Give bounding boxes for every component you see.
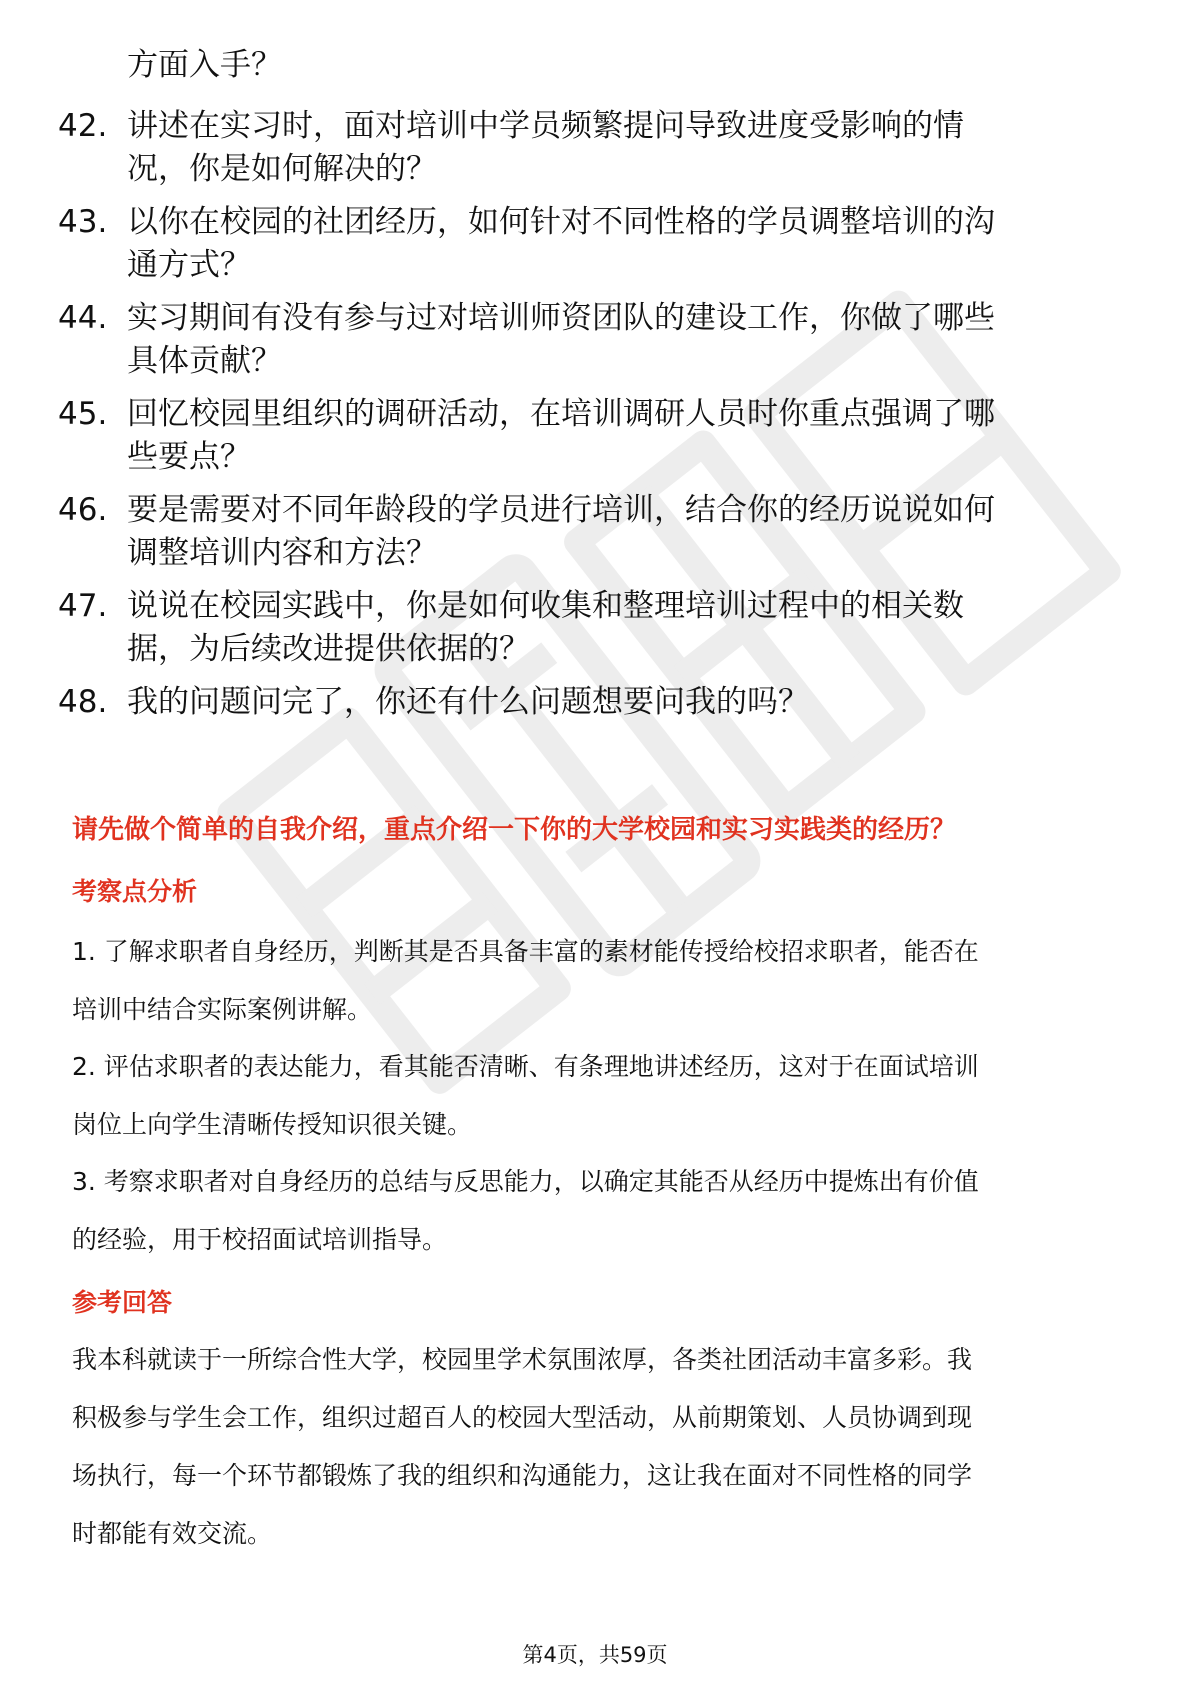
question-number: 43.: [58, 204, 108, 240]
answer-paragraph: [72, 1331, 1122, 1563]
question-number: 48.: [58, 684, 108, 720]
answer-line: 场执行，每一个环节都锻炼了我的组织和沟通能力，这让我在面对不同性格的同学: [72, 1461, 973, 1490]
analysis-line: 岗位上向学生清晰传授知识很关键。: [72, 1110, 473, 1139]
question-continuation: 方面入手？: [127, 47, 282, 83]
question-line: 说说在校园实践中，你是如何收集和整理培训过程中的相关数: [127, 588, 964, 624]
answer-line: 我本科就读于一所综合性大学，校园里学术氛围浓厚，各类社团活动丰富多彩。我: [72, 1345, 973, 1374]
analysis-line: 3. 考察求职者对自身经历的总结与反思能力，以确定其能否从经历中提炼出有价值: [72, 1167, 979, 1196]
question-number: 44.: [58, 300, 108, 336]
question-line: 具体贡献？: [127, 343, 282, 379]
question-text: [127, 201, 1117, 287]
section-question-heading: 请先做个简单的自我介绍，重点介绍一下你的大学校园和实习实践类的经历？: [72, 815, 957, 845]
question-text: [127, 681, 1117, 724]
question-number: 42.: [58, 108, 108, 144]
question-line: 讲述在实习时，面对培训中学员频繁提问导致进度受影响的情: [127, 108, 964, 144]
question-text: [127, 489, 1117, 575]
question-text: [127, 585, 1117, 671]
question-text: [127, 105, 1117, 191]
question-line: 据，为后续改进提供依据的？: [127, 631, 530, 667]
analysis-line: 培训中结合实际案例讲解。: [72, 995, 373, 1024]
question-line: 要是需要对不同年龄段的学员进行培训，结合你的经历说说如何: [127, 492, 995, 528]
answer-line: 时都能有效交流。: [72, 1519, 273, 1548]
answer-line: 积极参与学生会工作，组织过超百人的校园大型活动，从前期策划、人员协调到现: [72, 1403, 973, 1432]
question-number: 46.: [58, 492, 108, 528]
analysis-point: [72, 1038, 1122, 1154]
question-line: 实习期间有没有参与过对培训师资团队的建设工作，你做了哪些: [127, 300, 995, 336]
question-text: [127, 393, 1117, 479]
analysis-line: 1. 了解求职者自身经历，判断其是否具备丰富的素材能传授给校招求职者，能否在: [72, 937, 979, 966]
question-number: 45.: [58, 396, 108, 432]
analysis-point: [72, 1153, 1122, 1269]
analysis-line: 2. 评估求职者的表达能力，看其能否清晰、有条理地讲述经历，这对于在面试培训: [72, 1052, 979, 1081]
question-line: 况，你是如何解决的？: [127, 151, 437, 187]
question-line: 些要点？: [127, 439, 251, 475]
analysis-line: 的经验，用于校招面试培训指导。: [72, 1225, 448, 1254]
question-line: 通方式？: [127, 247, 251, 283]
analysis-point: [72, 923, 1122, 1039]
analysis-heading: 考察点分析: [72, 877, 198, 906]
question-number: 47.: [58, 588, 108, 624]
question-text: [127, 297, 1117, 383]
question-line: 调整培训内容和方法？: [127, 535, 437, 571]
question-line: 我的问题问完了，你还有什么问题想要问我的吗？: [127, 684, 809, 720]
page-number-footer: 第4页，共59页: [522, 1643, 668, 1667]
question-line: 以你在校园的社团经历，如何针对不同性格的学员调整培训的沟: [127, 204, 995, 240]
answer-heading: 参考回答: [72, 1288, 173, 1317]
question-line: 回忆校园里组织的调研活动，在培训调研人员时你重点强调了哪: [127, 396, 995, 432]
